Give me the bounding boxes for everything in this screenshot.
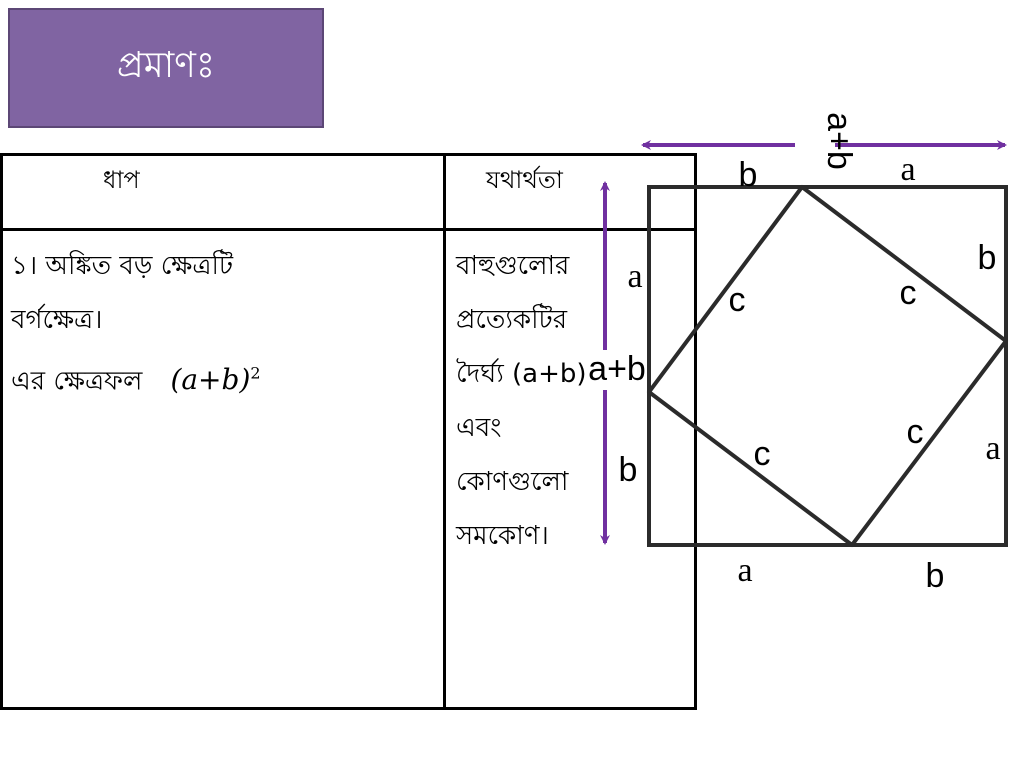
left-dimension-label: a+b — [588, 350, 646, 388]
label-right-b: b — [977, 239, 997, 277]
label-left-b: b — [618, 451, 638, 489]
just-line-5: কোণগুলো — [456, 467, 569, 497]
just-line-6: সমকোণ। — [456, 521, 549, 551]
label-top-a: a — [900, 151, 916, 188]
just-line-3: দৈর্ঘ্য (a+b) — [456, 359, 587, 389]
label-right-a: a — [985, 430, 1001, 467]
label-bottom-b: b — [925, 557, 945, 595]
header-step: ধাপ — [2, 155, 445, 230]
label-bottom-a: a — [737, 552, 753, 589]
top-dimension-label: a+b — [820, 112, 858, 170]
label-c-lower-left: c — [753, 435, 771, 473]
outer-square — [649, 187, 1006, 545]
step-cell — [2, 230, 445, 709]
header-justification: যথার্থতা — [445, 155, 696, 230]
step-line-3 — [11, 347, 435, 408]
step-line-2: বর্গক্ষেত্র। — [11, 305, 103, 335]
label-left-a: a — [627, 258, 643, 295]
area-formula — [170, 363, 260, 396]
step-line-3-text: এর ক্ষেত্রফল — [11, 366, 143, 397]
just-line-2: প্রত্যেকটির — [456, 305, 567, 335]
label-c-upper-left: c — [728, 281, 746, 319]
page-title: প্রমাণঃ — [116, 45, 216, 86]
pythagoras-diagram — [570, 100, 1020, 600]
just-line-1: বাহুগুলোর — [456, 251, 570, 281]
label-c-lower-right: c — [906, 413, 924, 451]
title-banner — [8, 8, 324, 128]
inner-square — [649, 187, 1006, 545]
formula-base: (a+b) — [170, 363, 251, 397]
step-line-1: ১। অঙ্কিত বড় ক্ষেত্রটি — [11, 251, 234, 281]
formula-exponent: 2 — [250, 364, 261, 383]
just-line-4: এবং — [456, 413, 502, 443]
label-top-b: b — [738, 156, 758, 194]
label-c-upper-right: c — [899, 274, 917, 312]
